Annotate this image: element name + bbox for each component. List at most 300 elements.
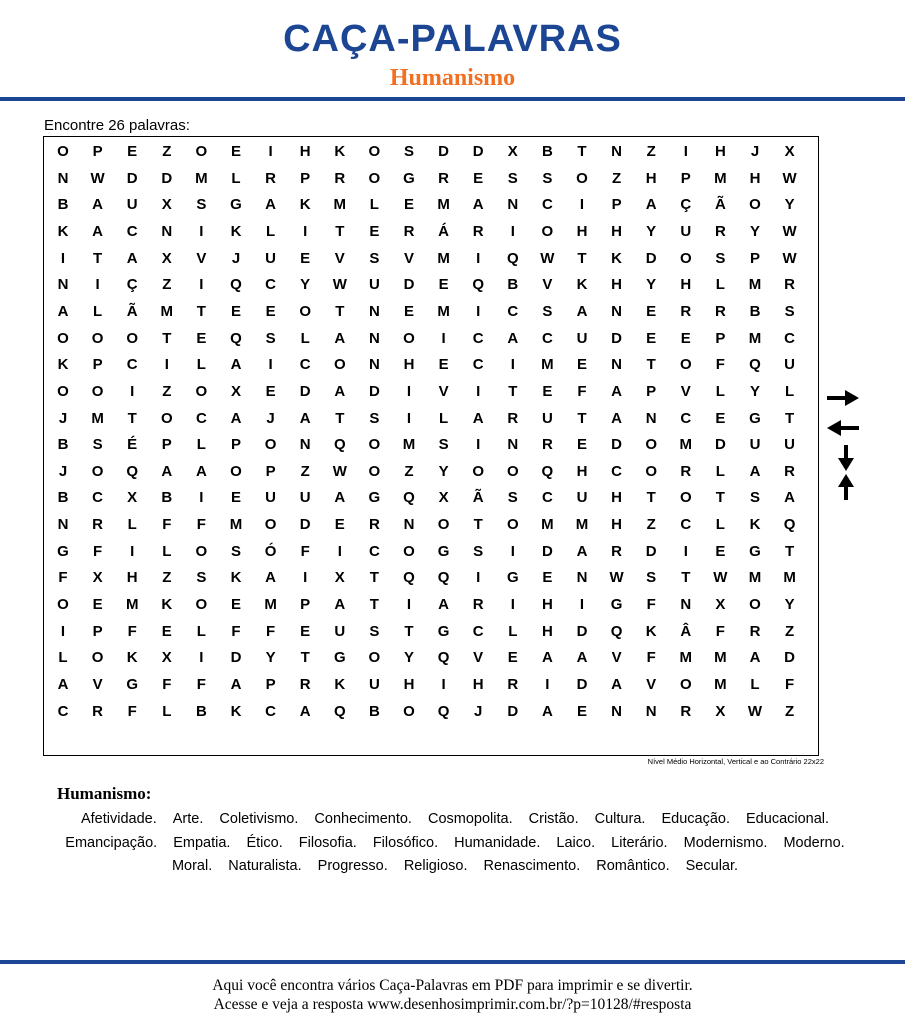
grid-letter[interactable]: A	[161, 462, 173, 480]
grid-letter[interactable]: U	[784, 356, 796, 374]
grid-letter[interactable]: L	[300, 329, 310, 347]
grid-letter[interactable]: O	[126, 329, 139, 347]
grid-letter[interactable]: O	[506, 516, 519, 534]
grid-letter[interactable]: N	[403, 516, 415, 534]
grid-letter[interactable]: N	[368, 302, 380, 320]
grid-letter[interactable]: B	[749, 302, 761, 320]
grid-letter[interactable]: M	[229, 516, 243, 534]
grid-letter[interactable]: G	[610, 596, 623, 614]
grid-letter[interactable]: T	[335, 409, 345, 427]
grid-letter[interactable]: R	[680, 702, 692, 720]
grid-letter[interactable]: O	[679, 489, 692, 507]
grid-letter[interactable]: L	[715, 462, 725, 480]
grid-letter[interactable]: F	[785, 676, 795, 693]
grid-letter[interactable]: A	[334, 382, 346, 400]
grid-letter[interactable]: G	[437, 622, 450, 640]
grid-letter[interactable]: A	[126, 249, 138, 267]
grid-letter[interactable]: R	[438, 169, 450, 187]
grid-letter[interactable]: D	[438, 143, 450, 160]
grid-letter[interactable]: R	[714, 302, 726, 320]
grid-letter[interactable]: W	[332, 276, 347, 294]
grid-letter[interactable]: S	[403, 143, 414, 160]
grid-letter[interactable]: L	[162, 702, 172, 720]
grid-letter[interactable]: N	[57, 516, 69, 534]
grid-letter[interactable]: M	[783, 569, 796, 587]
grid-letter[interactable]: D	[784, 649, 796, 667]
grid-letter[interactable]: T	[369, 569, 379, 587]
grid-letter[interactable]: H	[611, 276, 623, 294]
grid-letter[interactable]: K	[57, 356, 69, 374]
grid-letter[interactable]: H	[576, 462, 588, 480]
grid-letter[interactable]: Y	[646, 276, 657, 294]
grid-letter[interactable]: X	[127, 489, 138, 507]
grid-letter[interactable]: A	[230, 356, 242, 374]
grid-letter[interactable]: P	[265, 462, 276, 480]
grid-letter[interactable]: E	[334, 516, 345, 534]
grid-letter[interactable]: Q	[437, 702, 450, 720]
grid-letter[interactable]: E	[161, 622, 172, 640]
grid-letter[interactable]: L	[93, 302, 103, 320]
grid-letter[interactable]: U	[749, 436, 761, 454]
grid-letter[interactable]: E	[542, 382, 553, 400]
grid-letter[interactable]: M	[679, 649, 693, 667]
grid-letter[interactable]: U	[576, 329, 588, 347]
grid-letter[interactable]: I	[441, 329, 446, 347]
grid-letter[interactable]: O	[91, 649, 104, 667]
grid-letter[interactable]: L	[127, 516, 137, 534]
grid-letter[interactable]: I	[476, 436, 481, 454]
grid-letter[interactable]: E	[438, 276, 449, 294]
grid-letter[interactable]: B	[507, 276, 519, 294]
grid-letter[interactable]: E	[369, 222, 380, 240]
grid-letter[interactable]: J	[474, 702, 483, 720]
grid-letter[interactable]: I	[545, 676, 550, 693]
grid-letter[interactable]: E	[542, 569, 553, 587]
grid-letter[interactable]: U	[265, 489, 277, 507]
grid-letter[interactable]: S	[92, 436, 103, 454]
grid-letter[interactable]: R	[680, 302, 692, 320]
grid-letter[interactable]: O	[472, 462, 485, 480]
grid-letter[interactable]: D	[403, 276, 415, 294]
grid-letter[interactable]: Q	[333, 436, 346, 454]
grid-letter[interactable]: N	[645, 409, 657, 427]
grid-letter[interactable]: R	[265, 169, 277, 187]
grid-letter[interactable]: Z	[404, 462, 414, 480]
grid-letter[interactable]: X	[507, 143, 518, 160]
grid-letter[interactable]: N	[299, 436, 311, 454]
grid-letter[interactable]: S	[507, 169, 518, 187]
grid-letter[interactable]: Q	[610, 622, 623, 640]
grid-letter[interactable]: X	[161, 196, 172, 214]
grid-letter[interactable]: L	[785, 382, 795, 400]
grid-letter[interactable]: X	[230, 382, 241, 400]
grid-letter[interactable]: U	[576, 489, 588, 507]
grid-letter[interactable]: C	[265, 702, 277, 720]
grid-letter[interactable]: R	[507, 676, 519, 693]
grid-letter[interactable]: A	[92, 222, 104, 240]
grid-letter[interactable]: O	[576, 169, 588, 187]
grid-letter[interactable]: E	[646, 302, 657, 320]
grid-letter[interactable]: O	[645, 436, 658, 454]
grid-letter[interactable]: T	[473, 516, 483, 534]
grid-letter[interactable]: I	[199, 649, 204, 667]
grid-letter[interactable]: T	[577, 143, 587, 160]
grid-letter[interactable]: F	[93, 542, 103, 560]
grid-letter[interactable]: P	[265, 676, 276, 693]
grid-letter[interactable]: D	[611, 329, 623, 347]
grid-letter[interactable]: O	[57, 596, 69, 614]
grid-letter[interactable]: K	[230, 702, 242, 720]
grid-letter[interactable]: H	[541, 596, 553, 614]
grid-letter[interactable]: J	[58, 409, 68, 427]
grid-letter[interactable]: I	[476, 569, 481, 587]
grid-letter[interactable]: X	[92, 569, 103, 587]
grid-letter[interactable]: I	[406, 382, 412, 400]
grid-letter[interactable]: I	[199, 276, 204, 294]
grid-letter[interactable]: N	[57, 169, 69, 187]
grid-letter[interactable]: P	[92, 356, 103, 374]
grid-letter[interactable]: R	[784, 462, 796, 480]
grid-letter[interactable]: G	[437, 542, 450, 560]
grid-letter[interactable]: E	[507, 649, 518, 667]
grid-letter[interactable]: I	[268, 356, 273, 374]
grid-letter[interactable]: E	[230, 302, 241, 320]
grid-letter[interactable]: I	[510, 356, 515, 374]
grid-letter[interactable]: I	[476, 302, 481, 320]
grid-letter[interactable]: I	[476, 249, 481, 267]
grid-letter[interactable]: T	[577, 249, 587, 267]
grid-letter[interactable]: Q	[506, 249, 519, 267]
grid-letter[interactable]: I	[60, 249, 66, 267]
grid-letter[interactable]: O	[91, 329, 104, 347]
grid-letter[interactable]: A	[611, 409, 623, 427]
grid-letter[interactable]: N	[368, 329, 380, 347]
grid-letter[interactable]: T	[196, 302, 206, 320]
grid-letter[interactable]: P	[749, 249, 760, 267]
grid-letter[interactable]: K	[334, 676, 346, 693]
grid-letter[interactable]: U	[265, 249, 277, 267]
grid-letter[interactable]: O	[57, 143, 69, 160]
grid-letter[interactable]: I	[303, 222, 308, 240]
grid-letter[interactable]: A	[299, 702, 311, 720]
grid-letter[interactable]: M	[402, 436, 416, 454]
grid-letter[interactable]: C	[57, 702, 69, 720]
grid-letter[interactable]: F	[231, 622, 241, 640]
grid-letter[interactable]: S	[196, 196, 207, 214]
grid-letter[interactable]: M	[541, 516, 554, 534]
grid-letter[interactable]: W	[782, 169, 797, 187]
grid-letter[interactable]: C	[195, 409, 207, 427]
grid-letter[interactable]: D	[611, 436, 623, 454]
grid-letter[interactable]: W	[782, 222, 797, 240]
grid-letter[interactable]: Y	[749, 382, 760, 400]
grid-letter[interactable]: Q	[230, 276, 242, 294]
grid-letter[interactable]: T	[785, 409, 795, 427]
grid-letter[interactable]: T	[508, 382, 518, 400]
grid-letter[interactable]: C	[611, 462, 623, 480]
grid-letter[interactable]: B	[195, 702, 207, 720]
grid-letter[interactable]: H	[472, 676, 484, 693]
grid-letter[interactable]: H	[749, 169, 761, 187]
grid-letter[interactable]: I	[510, 222, 515, 240]
grid-letter[interactable]: O	[506, 462, 519, 480]
grid-letter[interactable]: E	[300, 249, 311, 267]
grid-letter[interactable]: O	[195, 382, 208, 400]
grid-letter[interactable]: I	[406, 409, 412, 427]
grid-letter[interactable]: H	[299, 143, 311, 160]
grid-letter[interactable]: M	[437, 302, 450, 320]
grid-letter[interactable]: Ã	[714, 196, 726, 214]
grid-letter[interactable]: O	[368, 649, 381, 667]
grid-letter[interactable]: O	[368, 462, 381, 480]
grid-letter[interactable]: I	[199, 222, 204, 240]
grid-letter[interactable]: S	[784, 302, 795, 320]
grid-letter[interactable]: S	[369, 622, 380, 640]
grid-letter[interactable]: R	[784, 276, 796, 294]
grid-letter[interactable]: O	[541, 222, 554, 240]
grid-letter[interactable]: T	[646, 356, 656, 374]
grid-letter[interactable]: C	[472, 329, 484, 347]
grid-letter[interactable]: S	[542, 169, 553, 187]
grid-letter[interactable]: A	[230, 676, 242, 693]
grid-letter[interactable]: C	[680, 409, 692, 427]
grid-letter[interactable]: E	[230, 489, 241, 507]
grid-letter[interactable]: O	[368, 143, 381, 160]
grid-letter[interactable]: P	[161, 436, 172, 454]
grid-letter[interactable]: A	[334, 489, 346, 507]
grid-letter[interactable]: U	[334, 622, 346, 640]
grid-letter[interactable]: W	[713, 569, 728, 587]
grid-letter[interactable]: Y	[265, 649, 276, 667]
grid-letter[interactable]: T	[300, 649, 310, 667]
grid-letter[interactable]: H	[611, 489, 623, 507]
grid-letter[interactable]: A	[57, 676, 69, 693]
grid-letter[interactable]: G	[506, 569, 519, 587]
grid-letter[interactable]: L	[750, 676, 760, 693]
grid-letter[interactable]: S	[438, 436, 449, 454]
grid-letter[interactable]: S	[542, 302, 553, 320]
grid-letter[interactable]: K	[230, 569, 242, 587]
grid-letter[interactable]: N	[576, 569, 588, 587]
grid-letter[interactable]: W	[609, 569, 624, 587]
grid-letter[interactable]: P	[715, 329, 726, 347]
grid-letter[interactable]: O	[403, 329, 415, 347]
grid-letter[interactable]: A	[472, 196, 484, 214]
grid-letter[interactable]: F	[715, 622, 725, 640]
grid-letter[interactable]: K	[749, 516, 761, 534]
grid-letter[interactable]: Q	[783, 516, 796, 534]
grid-letter[interactable]: K	[645, 622, 657, 640]
grid-letter[interactable]: V	[542, 276, 553, 294]
grid-letter[interactable]: N	[368, 356, 380, 374]
grid-letter[interactable]: Ç	[126, 276, 138, 294]
grid-letter[interactable]: R	[92, 702, 104, 720]
grid-letter[interactable]: A	[507, 329, 519, 347]
grid-letter[interactable]: V	[611, 649, 622, 667]
grid-letter[interactable]: M	[541, 356, 554, 374]
grid-letter[interactable]: T	[335, 302, 345, 320]
grid-letter[interactable]: D	[541, 542, 553, 560]
grid-letter[interactable]: I	[476, 382, 481, 400]
grid-letter[interactable]: A	[541, 702, 553, 720]
grid-letter[interactable]: N	[611, 356, 623, 374]
grid-letter[interactable]: D	[299, 516, 311, 534]
grid-letter[interactable]: I	[579, 196, 585, 214]
grid-letter[interactable]: A	[92, 196, 104, 214]
grid-letter[interactable]: E	[646, 329, 657, 347]
grid-letter[interactable]: K	[126, 649, 138, 667]
grid-letter[interactable]: I	[130, 382, 135, 400]
grid-letter[interactable]: I	[164, 356, 169, 374]
grid-letter[interactable]: L	[162, 542, 172, 560]
grid-letter[interactable]: E	[438, 356, 449, 374]
grid-letter[interactable]: P	[92, 622, 103, 640]
grid-letter[interactable]: I	[510, 542, 515, 560]
grid-letter[interactable]: R	[368, 516, 380, 534]
grid-letter[interactable]: H	[714, 143, 726, 160]
grid-letter[interactable]: O	[195, 542, 208, 560]
grid-letter[interactable]: A	[576, 542, 588, 560]
grid-letter[interactable]: H	[576, 222, 588, 240]
grid-letter[interactable]: N	[161, 222, 173, 240]
grid-letter[interactable]: Ç	[680, 196, 692, 214]
grid-letter[interactable]: W	[540, 249, 555, 267]
grid-letter[interactable]: I	[683, 542, 688, 560]
grid-letter[interactable]: Q	[126, 462, 139, 480]
grid-letter[interactable]: L	[715, 516, 725, 534]
grid-letter[interactable]: N	[680, 596, 692, 614]
grid-letter[interactable]: Z	[646, 516, 656, 534]
grid-letter[interactable]: O	[195, 596, 208, 614]
grid-letter[interactable]: R	[541, 436, 553, 454]
grid-letter[interactable]: Y	[438, 462, 449, 480]
grid-letter[interactable]: V	[92, 676, 103, 693]
grid-letter[interactable]: Y	[403, 649, 414, 667]
grid-letter[interactable]: E	[196, 329, 207, 347]
grid-letter[interactable]: O	[403, 542, 415, 560]
grid-letter[interactable]: C	[472, 622, 484, 640]
grid-letter[interactable]: R	[92, 516, 104, 534]
grid-letter[interactable]: L	[266, 222, 276, 240]
grid-letter[interactable]: F	[196, 516, 206, 534]
grid-letter[interactable]: Â	[680, 622, 692, 640]
grid-letter[interactable]: D	[299, 382, 311, 400]
grid-letter[interactable]: Z	[785, 702, 795, 720]
grid-letter[interactable]: K	[230, 222, 242, 240]
grid-letter[interactable]: S	[715, 249, 726, 267]
grid-letter[interactable]: A	[230, 409, 242, 427]
grid-letter[interactable]: U	[368, 676, 380, 693]
grid-letter[interactable]: C	[299, 356, 311, 374]
grid-letter[interactable]: M	[195, 169, 208, 187]
grid-letter[interactable]: T	[646, 489, 656, 507]
grid-letter[interactable]: E	[300, 622, 311, 640]
grid-letter[interactable]: Z	[162, 569, 172, 587]
grid-letter[interactable]: R	[403, 222, 415, 240]
grid-letter[interactable]: F	[127, 622, 137, 640]
grid-letter[interactable]: E	[403, 196, 414, 214]
grid-letter[interactable]: J	[266, 409, 275, 427]
grid-letter[interactable]: O	[645, 462, 658, 480]
grid-letter[interactable]: T	[369, 596, 379, 614]
grid-letter[interactable]: D	[368, 382, 380, 400]
grid-letter[interactable]: R	[680, 462, 692, 480]
grid-letter[interactable]: D	[576, 676, 588, 693]
grid-letter[interactable]: M	[748, 329, 762, 347]
grid-letter[interactable]: F	[127, 702, 137, 720]
grid-letter[interactable]: I	[303, 569, 308, 587]
grid-letter[interactable]: G	[749, 409, 761, 427]
grid-letter[interactable]: A	[265, 569, 277, 587]
grid-letter[interactable]: R	[507, 409, 519, 427]
grid-letter[interactable]: O	[333, 356, 346, 374]
grid-letter[interactable]: M	[714, 676, 727, 693]
grid-letter[interactable]: Y	[300, 276, 311, 294]
grid-letter[interactable]: N	[645, 702, 657, 720]
grid-letter[interactable]: M	[748, 276, 762, 294]
grid-letter[interactable]: S	[230, 542, 241, 560]
grid-letter[interactable]: B	[368, 702, 380, 720]
grid-letter[interactable]: V	[680, 382, 691, 400]
grid-letter[interactable]: T	[335, 222, 345, 240]
grid-letter[interactable]: A	[472, 409, 484, 427]
grid-letter[interactable]: A	[334, 329, 346, 347]
grid-letter[interactable]: S	[369, 409, 380, 427]
grid-letter[interactable]: L	[715, 276, 725, 294]
grid-letter[interactable]: B	[57, 436, 69, 454]
grid-letter[interactable]: A	[611, 676, 623, 693]
grid-letter[interactable]: T	[715, 489, 725, 507]
grid-letter[interactable]: I	[579, 596, 585, 614]
grid-letter[interactable]: Z	[612, 169, 622, 187]
grid-letter[interactable]: E	[265, 382, 276, 400]
grid-letter[interactable]: L	[508, 622, 518, 640]
grid-letter[interactable]: A	[749, 649, 761, 667]
grid-letter[interactable]: F	[162, 516, 172, 534]
grid-letter[interactable]: A	[576, 302, 588, 320]
grid-letter[interactable]: D	[576, 622, 588, 640]
grid-letter[interactable]: U	[541, 409, 553, 427]
grid-letter[interactable]: N	[507, 436, 519, 454]
grid-letter[interactable]: I	[268, 143, 273, 160]
grid-letter[interactable]: I	[337, 542, 342, 560]
grid-letter[interactable]: A	[438, 596, 450, 614]
grid-letter[interactable]: P	[611, 196, 622, 214]
grid-letter[interactable]: G	[57, 542, 69, 560]
grid-letter[interactable]: O	[160, 409, 173, 427]
grid-letter[interactable]: F	[266, 622, 276, 640]
grid-letter[interactable]: C	[126, 356, 138, 374]
grid-letter[interactable]: C	[265, 276, 277, 294]
grid-letter[interactable]: C	[541, 329, 553, 347]
grid-letter[interactable]: L	[58, 649, 68, 667]
grid-letter[interactable]: T	[162, 329, 172, 347]
grid-letter[interactable]: C	[541, 196, 553, 214]
grid-letter[interactable]: D	[507, 702, 519, 720]
grid-letter[interactable]: O	[679, 676, 692, 693]
grid-letter[interactable]: A	[749, 462, 761, 480]
grid-letter[interactable]: M	[714, 649, 727, 667]
grid-letter[interactable]: E	[230, 596, 241, 614]
grid-letter[interactable]: R	[611, 542, 623, 560]
grid-letter[interactable]: Q	[472, 276, 485, 294]
grid-letter[interactable]: X	[715, 596, 726, 614]
grid-letter[interactable]: Q	[403, 569, 415, 587]
grid-letter[interactable]: B	[57, 489, 69, 507]
grid-letter[interactable]: A	[195, 462, 207, 480]
grid-letter[interactable]: J	[231, 249, 241, 267]
grid-letter[interactable]: F	[196, 676, 206, 693]
